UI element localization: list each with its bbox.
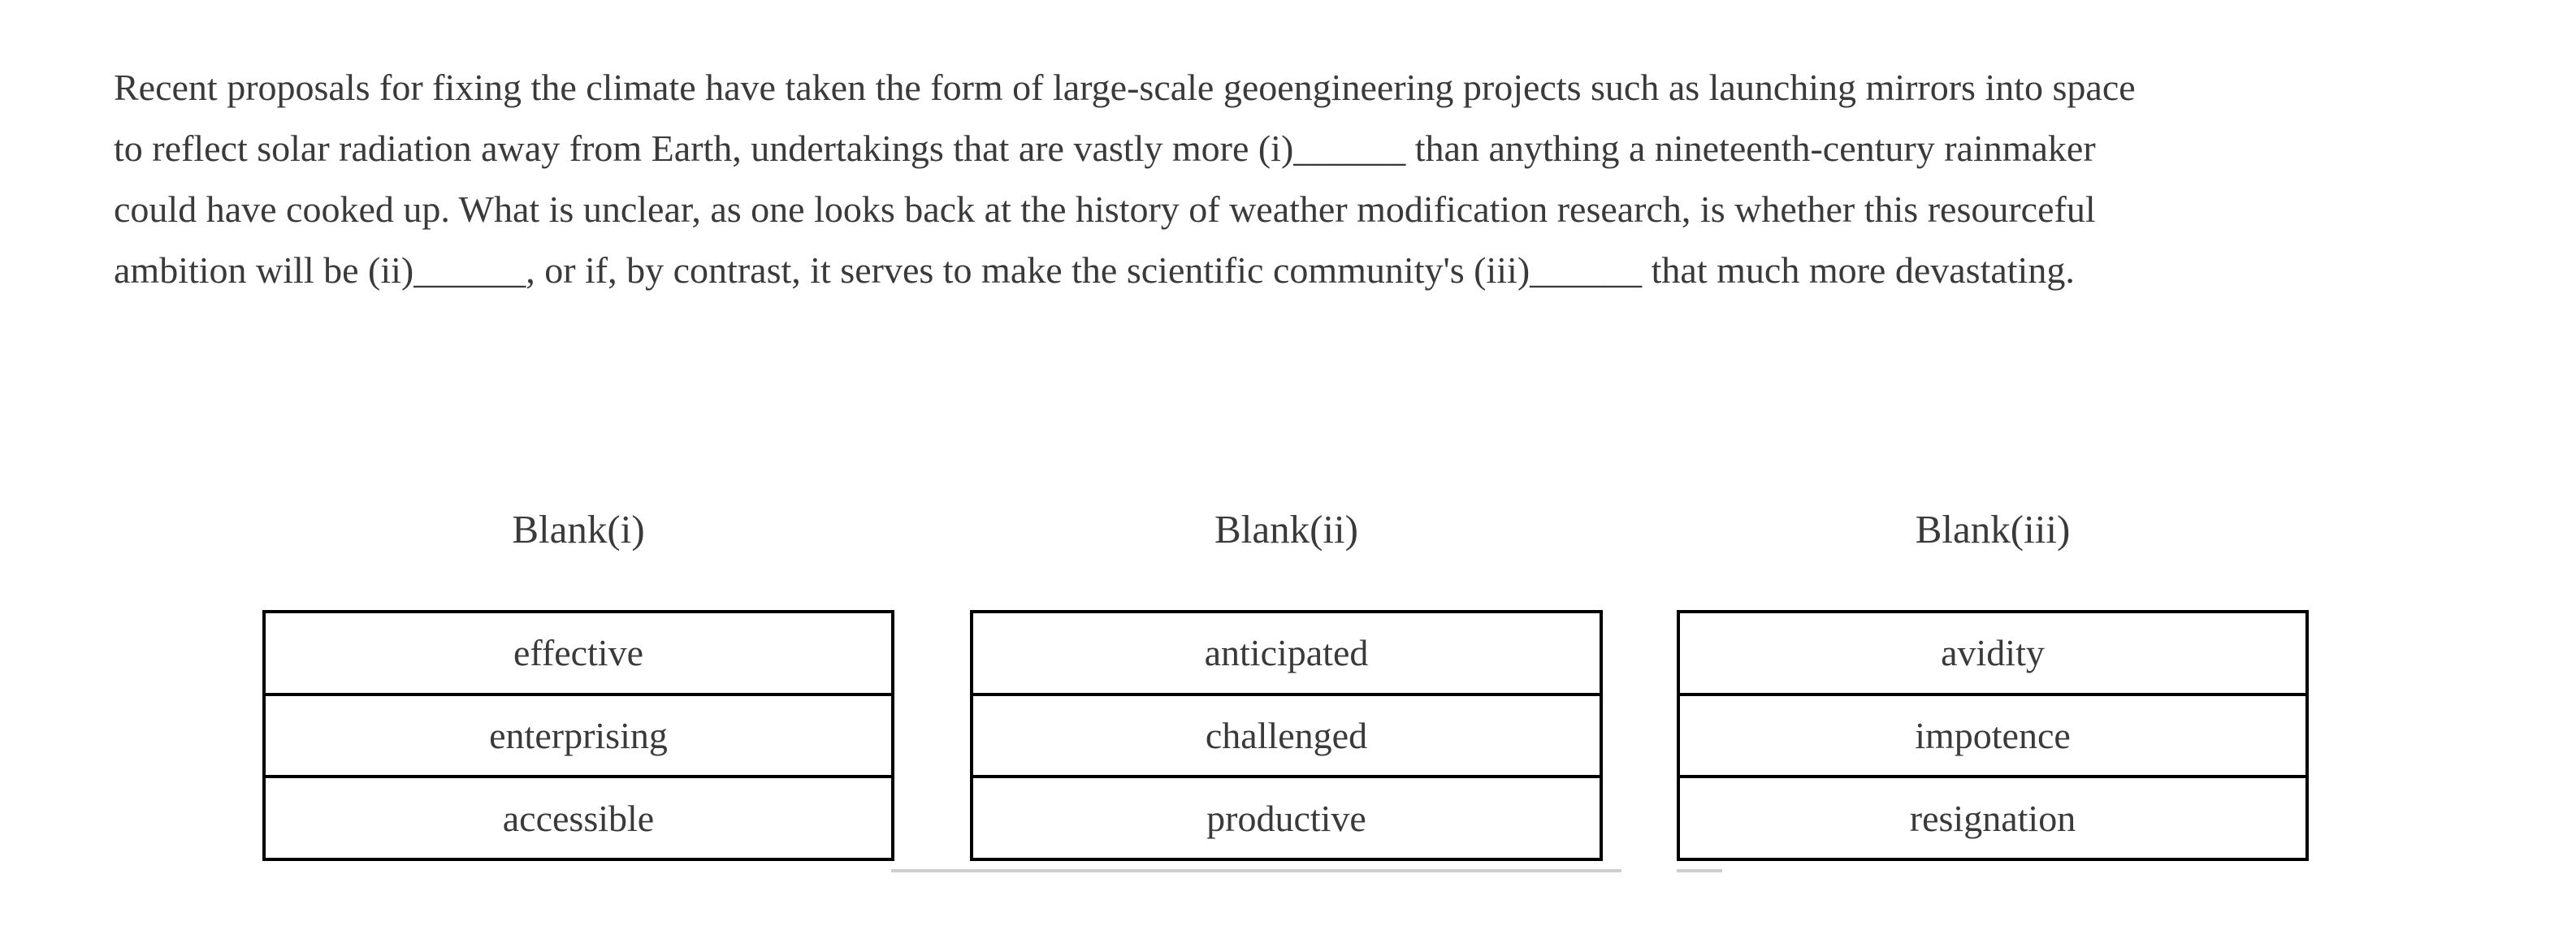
option-blank-i-accessible[interactable]: accessible xyxy=(266,775,891,858)
passage-text xyxy=(114,57,2136,301)
divider-line-fragment-right xyxy=(1677,869,1722,872)
option-blank-iii-resignation[interactable]: resignation xyxy=(1680,775,2305,858)
passage-line-1: Recent proposals for fixing the climate have taken the form of large-scale geoengineering projects such as launching mirrors into space xyxy=(114,67,2136,108)
option-blank-ii-productive[interactable]: productive xyxy=(973,775,1600,858)
option-blank-ii-challenged[interactable]: challenged xyxy=(973,693,1600,776)
option-blank-iii-impotence[interactable]: impotence xyxy=(1680,693,2305,776)
blank-ii-options-table xyxy=(970,610,1603,861)
divider-line-fragment-left xyxy=(891,869,1621,872)
passage-line-2: to reflect solar radiation away from Earth, undertakings that are vastly more (i)______ than anything a nineteenth-century rainmaker xyxy=(114,128,2096,169)
passage-line-3: could have cooked up. What is unclear, as one looks back at the history of weather modification research, is whether this resourceful xyxy=(114,188,2096,230)
option-blank-iii-avidity[interactable]: avidity xyxy=(1680,613,2305,693)
blank-iii-options-table xyxy=(1677,610,2309,861)
option-blank-i-effective[interactable]: effective xyxy=(266,613,891,693)
blank-i-header: Blank(i) xyxy=(512,507,645,552)
option-blank-i-enterprising[interactable]: enterprising xyxy=(266,693,891,776)
option-blank-ii-anticipated[interactable]: anticipated xyxy=(973,613,1600,693)
passage-line-4: ambition will be (ii)______, or if, by contrast, it serves to make the scientific community's (iii)______ that much more devastating. xyxy=(114,249,2075,291)
blank-i-options-table xyxy=(262,610,894,861)
blank-ii-header: Blank(ii) xyxy=(1214,507,1358,552)
blank-iii-header: Blank(iii) xyxy=(1915,507,2071,552)
